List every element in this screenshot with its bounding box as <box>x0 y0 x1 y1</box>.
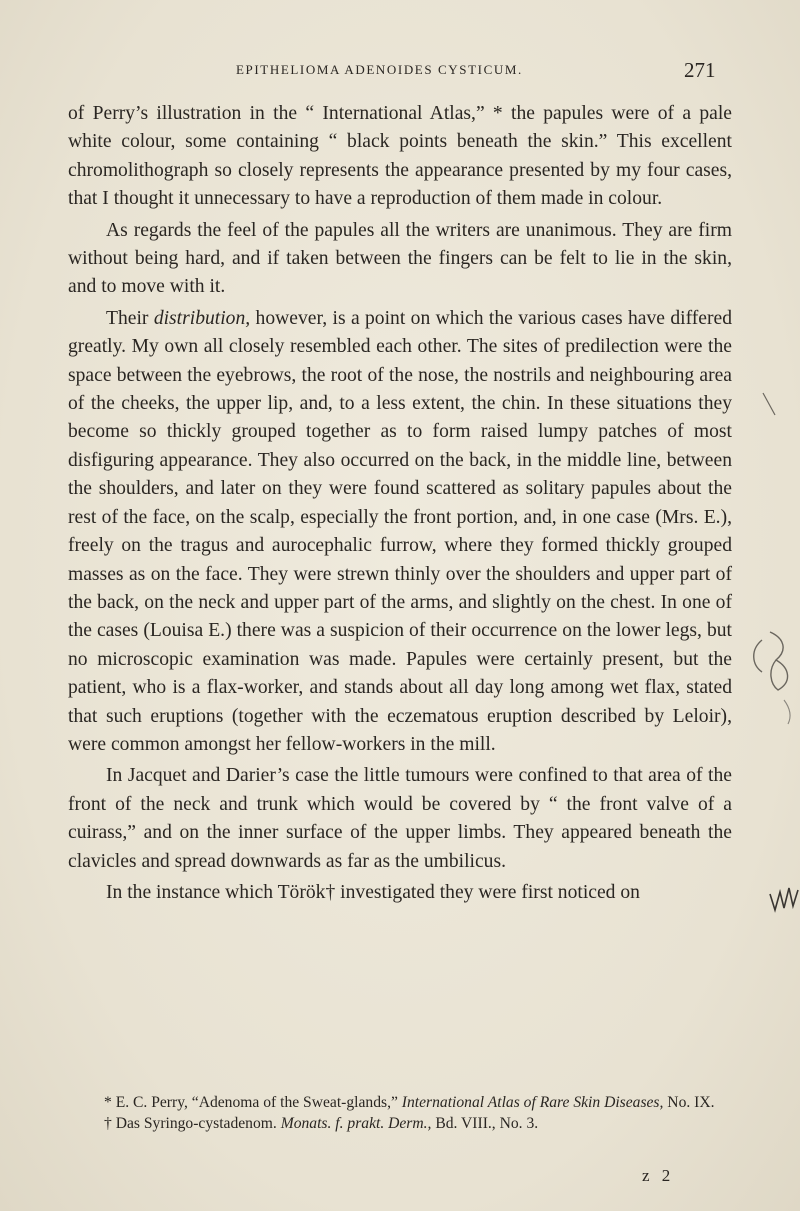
text-run: As regards the feel of the papules all the writers are unanimous. They are firm without being hard, and if taken between the fingers can be felt to lie in the skin, and to move with it. <box>68 219 732 298</box>
text-run: Their <box>106 307 154 329</box>
text-run: however, is a point on which the various cases have differed greatly. My own all closely resembled each other. The sites of predilection were the space between the eyebrows, the root of the nose, the nostrils and neighbouring area of the cheeks, the upper lip, and, to a less extent, the chin. In these situations they become so thickly grouped together as to form raised lumpy patches of most disfiguring appearance. They also occurred on the back, in the middle line, between the shoulders, and later on they were found scattered as solitary papules about the rest of the face, on the scalp, especially the front portion, and, in one case (Mrs. E.), freely on the tragus and aurocephalic furrow, where they formed thickly grouped masses as on the face. They were strewn thinly over the shoulders and upper part of the back, on the neck and upper part of the arms, and slightly on the chest. In one of the cases (Louisa E.) there was a suspicion of their occurrence on the lower legs, but no microscopic examination was made. Papules were certainly present, but the patient, who is a flax-worker, and stands about all day long among wet flax, stated that such eruptions (together with the eczematous eruption described by Leloir), were common amongst her fellow-workers in the mill. <box>68 307 732 755</box>
page-header <box>0 58 800 82</box>
pencil-squiggle-mark <box>766 880 800 916</box>
text-run: In the instance which Török† investigated they were first noticed on <box>106 881 640 903</box>
text-run: * E. C. Perry, “Adenoma of the Sweat-glands,” <box>104 1094 402 1111</box>
footnote <box>76 1092 736 1113</box>
pencil-scribble-mark <box>740 620 800 730</box>
page-number: 271 <box>684 58 716 82</box>
paragraph <box>68 217 732 302</box>
italic-title: International Atlas of Rare Skin Diseases, <box>401 1094 664 1111</box>
running-head: EPITHELIOMA ADENOIDES CYSTICUM. <box>236 62 523 77</box>
paragraph <box>68 100 732 214</box>
footnote <box>76 1113 736 1134</box>
footnotes <box>76 1092 736 1134</box>
signature-mark: z 2 <box>642 1166 675 1185</box>
pencil-tick-mark <box>755 385 785 425</box>
paragraph <box>68 305 732 760</box>
body-text <box>68 100 732 910</box>
text-run: In Jacquet and Darier’s case the little tumours were confined to that area of the front of the neck and trunk which would be covered by “ the front valve of a cuirass,” and on the inner surface of the upper limbs. They appeared beneath the clavicles and spread downwards as far as the umbilicus. <box>68 765 732 872</box>
italic-term: distribution, <box>153 307 251 329</box>
text-run: Bd. VIII., No. 3. <box>431 1115 539 1132</box>
paragraph <box>68 879 732 907</box>
paragraph <box>68 762 732 876</box>
italic-title: Monats. f. prakt. Derm., <box>280 1115 432 1132</box>
text-run: No. IX. <box>663 1094 715 1111</box>
text-run: of Perry’s illustration in the “ International Atlas,” * the papules were of a pale white colour, some containing “ black points beneath the skin.” This excellent chromolithograph so closely represents the appearance presented by my four cases, that I thought it unnecessary to have a reproduction of them made in colour. <box>68 103 732 210</box>
text-run: † Das Syringo-cystadenom. <box>104 1115 281 1132</box>
